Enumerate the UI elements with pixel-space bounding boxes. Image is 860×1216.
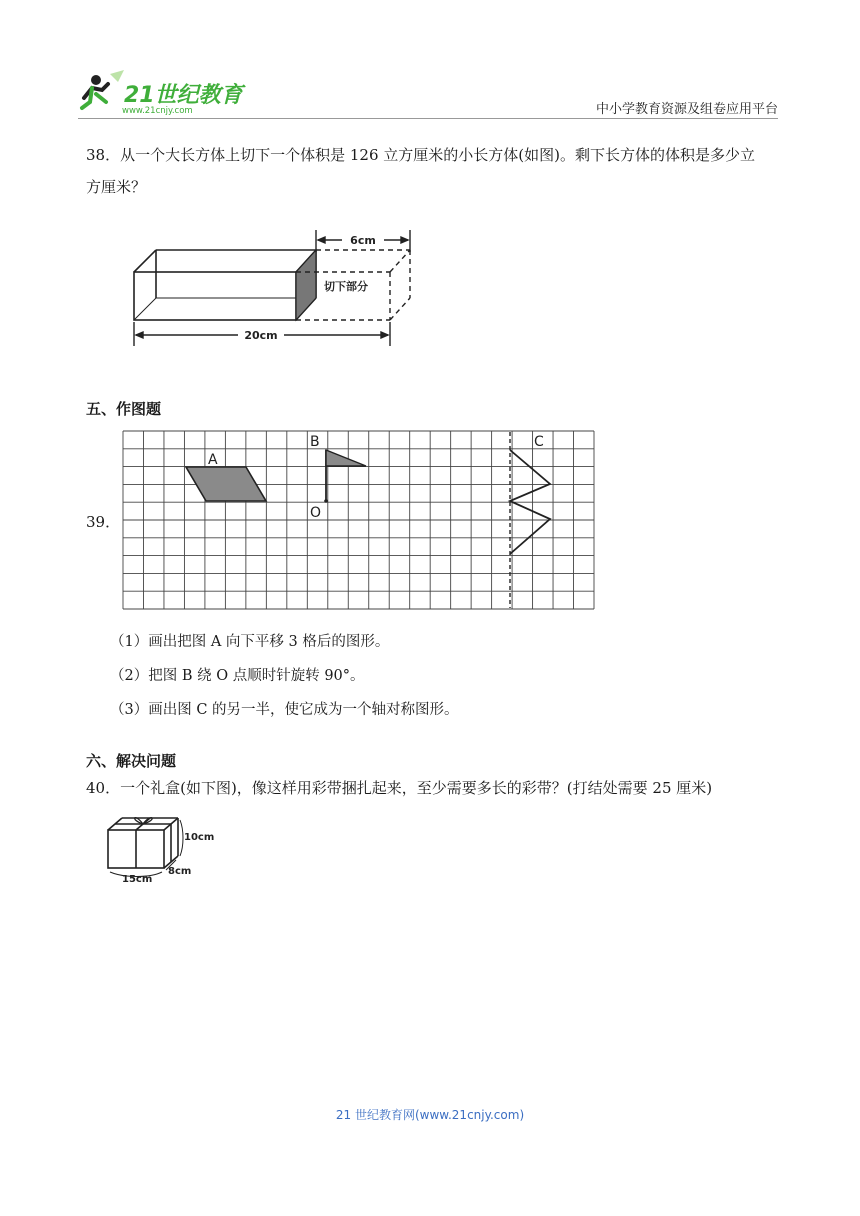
q39-sub3: （3）画出图 C 的另一半，使它成为一个轴对称图形。 <box>110 702 459 718</box>
gift-height-label: 10cm <box>184 832 215 843</box>
q39-sub1: （1）画出把图 A 向下平移 3 格后的图形。 <box>110 634 390 650</box>
q38-cuboid-figure <box>128 222 428 350</box>
gift-width-label: 8cm <box>168 866 192 877</box>
footer-link[interactable]: 21 世纪教育网(www.21cnjy.com) <box>335 1108 525 1122</box>
runner-logo-icon <box>78 68 248 116</box>
dim-6cm-label: 6cm <box>350 234 376 247</box>
platform-name: 中小学教育资源及组卷应用平台 <box>595 102 778 117</box>
point-o-label: O <box>310 505 322 521</box>
shape-b-flag <box>326 450 366 466</box>
cut-face-shaded <box>296 250 316 320</box>
section6-title: 六、解决问题 <box>86 752 177 770</box>
q38-line1: 38．从一个大长方体上切下一个体积是 126 立方厘米的小长方体(如图)。剩下长方体的体积是多少立 <box>86 146 755 164</box>
q39-sub2: （2）把图 B 绕 O 点顺时针旋转 90°。 <box>110 668 365 684</box>
q38-line2: 方厘米？ <box>86 178 147 196</box>
cut-part-label: 切下部分 <box>324 280 368 293</box>
q40-text: 40．一个礼盒(如下图)，像这样用彩带捆扎起来，至少需要多长的彩带？(打结处需要 25 厘米) <box>86 779 713 797</box>
logo-sub-text: www.21cnjy.com <box>122 106 193 116</box>
q40-gift-box-figure <box>100 810 224 886</box>
q39-number: 39． <box>86 513 121 531</box>
site-logo <box>78 68 248 116</box>
gift-length-label: 15cm <box>122 874 153 885</box>
shape-c-label: C <box>534 434 544 450</box>
header-divider <box>78 118 778 119</box>
dim-20cm-label: 20cm <box>244 329 278 342</box>
shape-b-label: B <box>310 434 320 450</box>
q39-drawing-grid <box>122 430 595 610</box>
shape-a-parallelogram <box>186 467 266 501</box>
grid-lines <box>123 431 594 609</box>
point-o <box>324 499 328 503</box>
logo-main-text: 21世纪教育 <box>124 83 243 108</box>
section5-title: 五、作图题 <box>86 400 162 418</box>
cuboid-front-face <box>134 272 296 320</box>
shape-a-label: A <box>208 452 218 468</box>
